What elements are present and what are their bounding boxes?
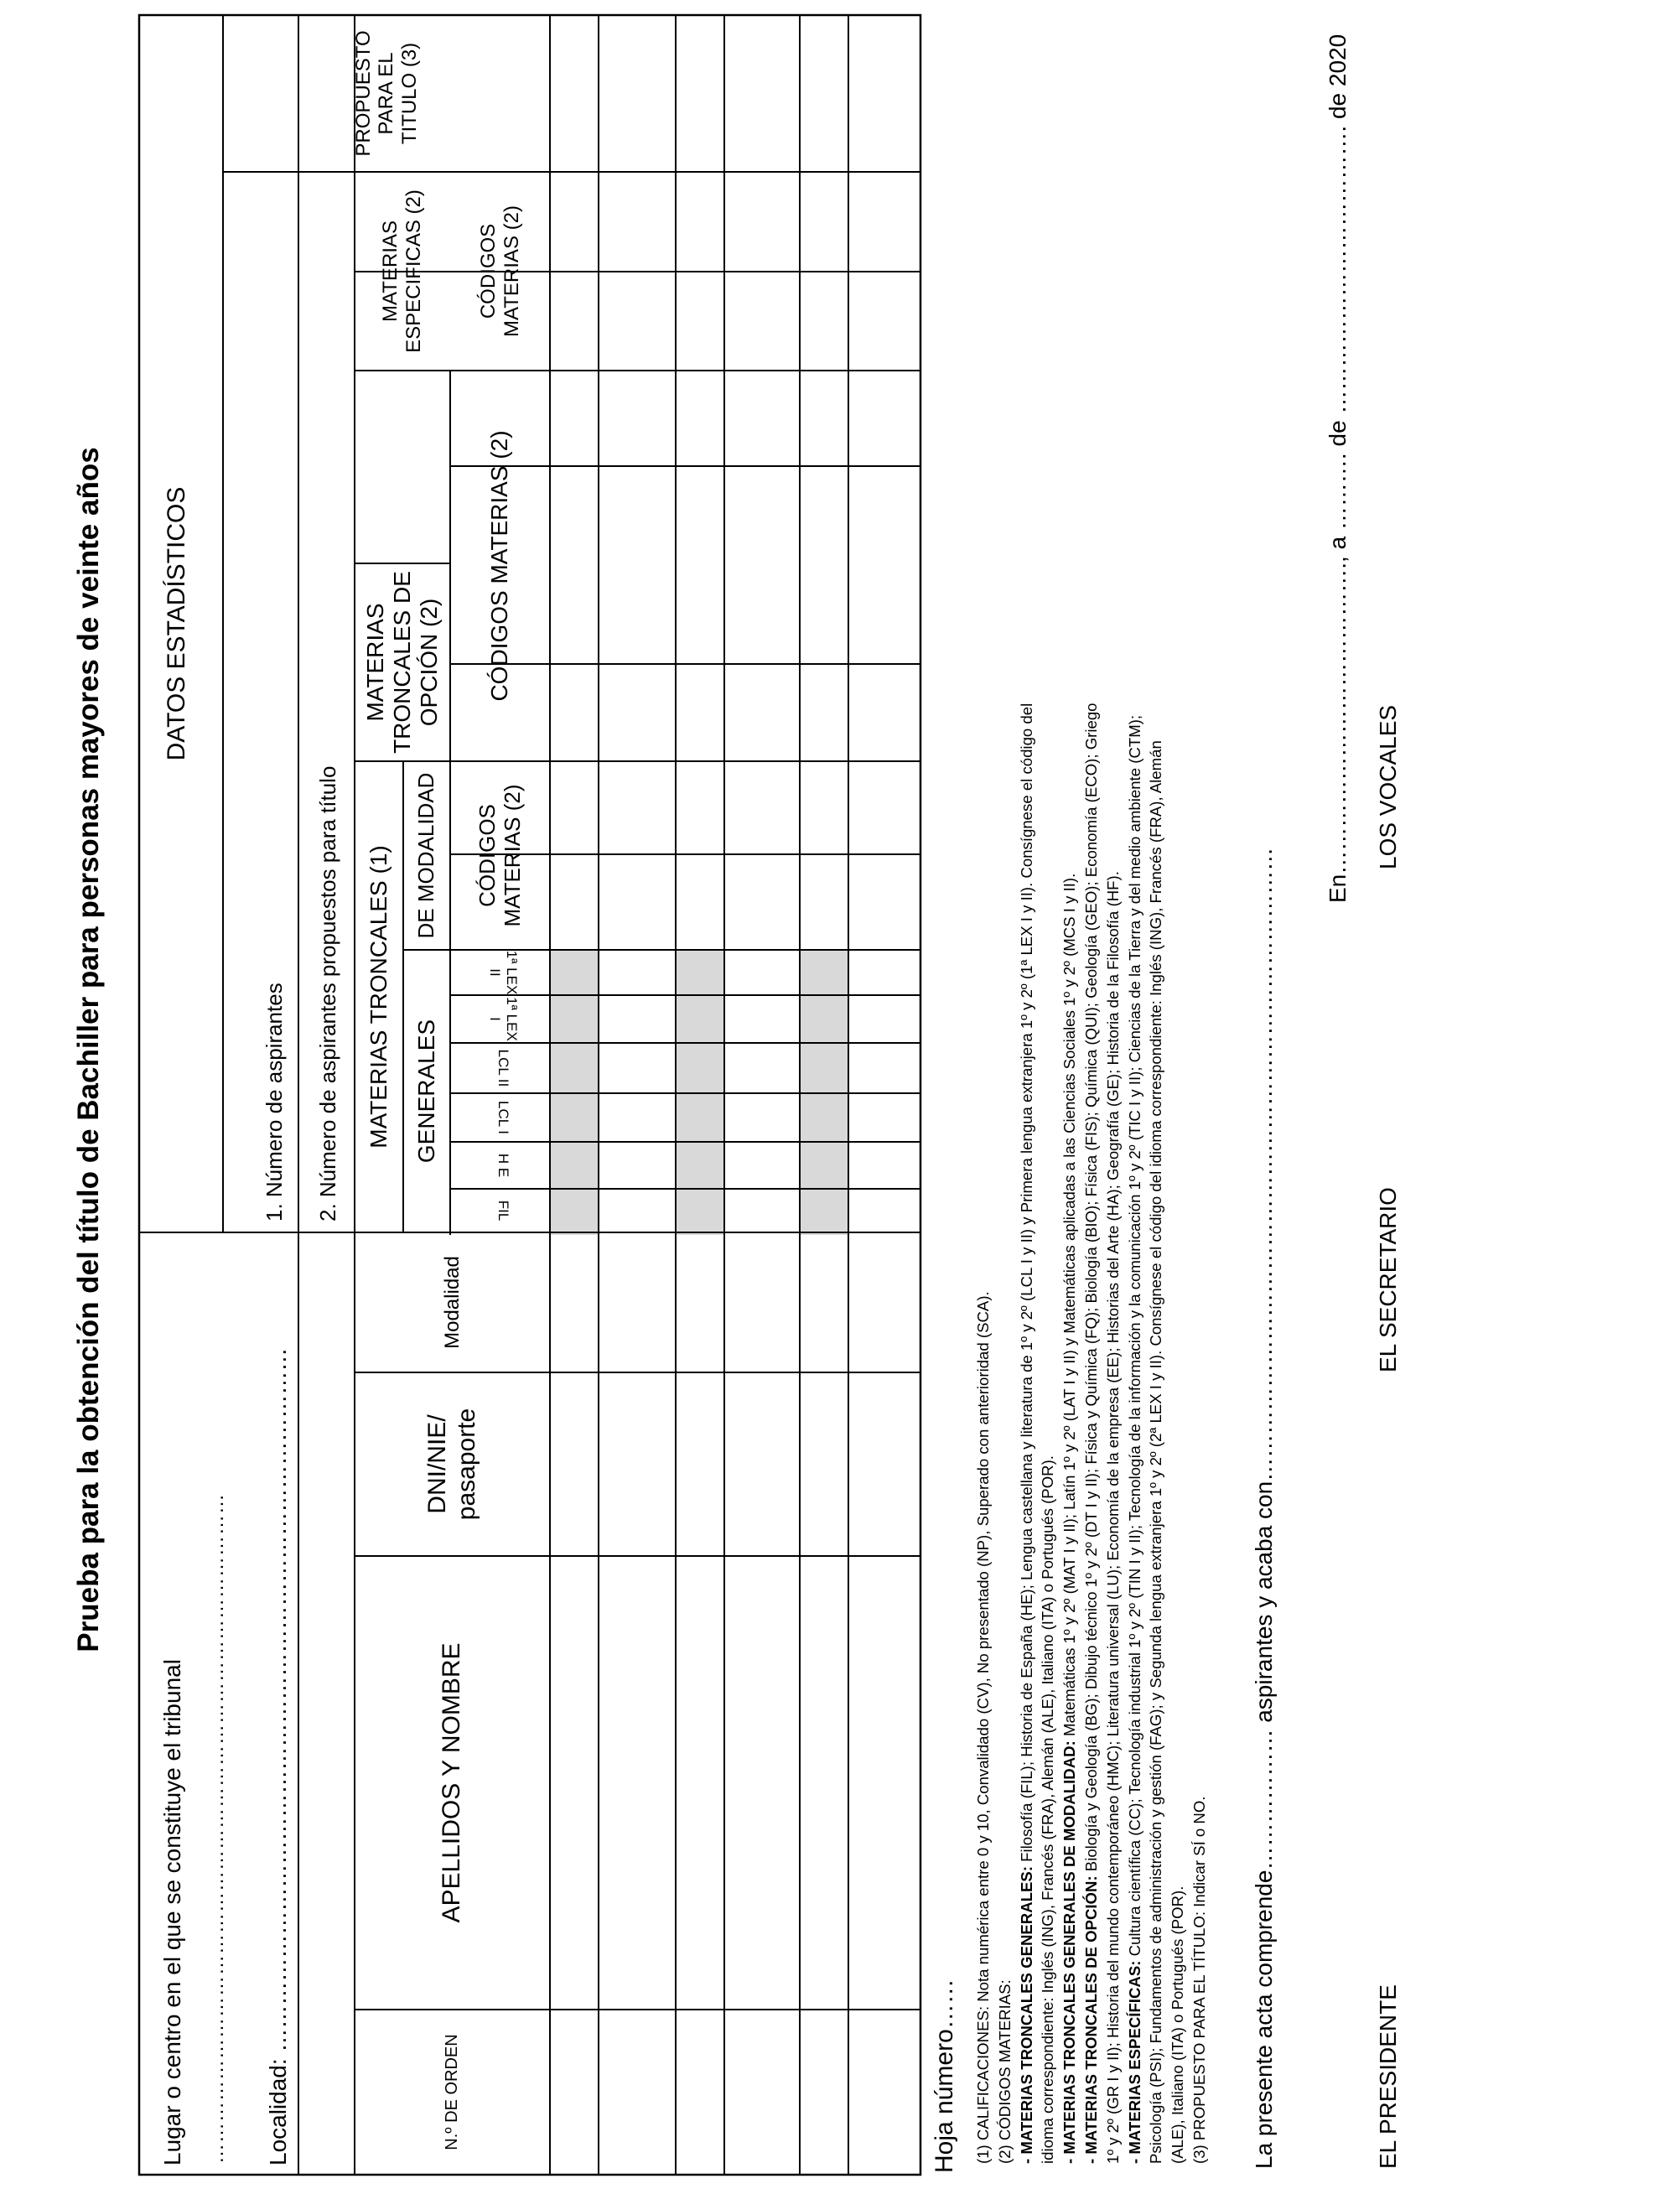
- sub-lcl-ii: LCL II: [495, 1049, 512, 1087]
- lugar-dots-field[interactable]: ……………………………………………………………………………………: [205, 1493, 228, 2164]
- col-especificas: MATERIAS ESPECIFICAS (2): [379, 189, 425, 353]
- note-especificas-2: Psicología (PSI); Fundamentos de administración y gestión (FAG); y Segunda lengua extranjera 1º y 2º (2ª LEX I y II). Consígnese el código del idioma correspondiente: Inglés (ING), Francés (FRA), Alemán: [1147, 740, 1165, 2164]
- datos-estadisticos-title: DATOS ESTADÍSTICOS: [162, 486, 190, 761]
- localidad-field[interactable]: Localidad: ………………………………………………………………………………: [265, 1347, 291, 2165]
- numero-propuestos-label: 2. Número de aspirantes propuestos para título: [315, 765, 340, 1221]
- note-modalidad-text: Matemáticas 1º y 2º (MAT I y II); Latín 1º y 2º (LAT I y II) y Matemáticas aplicadas a las Ciencias Sociales 1º y 2º (MCS I y II).: [1060, 873, 1079, 1741]
- signature-vocales: LOS VOCALES: [1375, 704, 1401, 869]
- note-especificas-3: (ALE), Italiano (ITA) o Portugués (POR).: [1169, 1885, 1187, 2164]
- note-generales: [1016, 703, 1038, 2164]
- note-propuesto: (3) PROPUESTO PARA EL TÍTULO: Indicar SÍ o NO.: [1190, 1796, 1208, 2164]
- signature-secretario: EL SECRETARIO: [1375, 1187, 1401, 1372]
- sub-lcl-i: LCL I: [495, 1100, 512, 1134]
- numero-aspirantes-label: 1. Número de aspirantes: [262, 983, 287, 1221]
- lugar-label: Lugar o centro en el que se constituye el tribunal: [159, 1659, 185, 2165]
- note-modalidad: [1059, 703, 1081, 2164]
- col-de-modalidad: DE MODALIDAD: [413, 772, 439, 939]
- col-codigos-especificas: CÓDIGOS MATERIAS (2): [476, 205, 523, 337]
- signature-presidente: EL PRESIDENTE: [1375, 1984, 1401, 2169]
- note-generales-2: idioma correspondiente: Inglés (ING), Francés (FRA), Alemán (ALE), Italiano (ITA) o Portugués (POR).: [1039, 1455, 1057, 2164]
- col-modalidad: Modalidad: [440, 1256, 464, 1349]
- note-calificaciones: (1) CALIFICACIONES: Nota numérica entre 0 y 10, Convalidado (CV), No presentado (NP), Superado con anterioridad (SCA).: [974, 1291, 992, 2164]
- note-opcion-label: - MATERIAS TRONCALES DE OPCIÓN:: [1081, 1875, 1100, 2164]
- col-orden: N.º DE ORDEN: [443, 2034, 461, 2150]
- place-date-line[interactable]: En…………………………………., a ………. de ………………………………. de 2020: [1325, 34, 1351, 903]
- col-codigos-modalidad: CÓDIGOS MATERIAS (2): [474, 784, 525, 927]
- col-troncales: MATERIAS TRONCALES (1): [365, 845, 391, 1149]
- form-title: Prueba para la obtención del título de Bachiller para personas mayores de veinte años: [72, 447, 105, 1652]
- col-apellidos: APELLIDOS Y NOMBRE: [438, 1642, 466, 1923]
- col-propuesto: PROPUESTO PARA EL TITULO (3): [351, 30, 421, 157]
- note-generales-label: - MATERIAS TRONCALES GENERALES:: [1017, 1865, 1035, 2164]
- col-troncales-opcion-2: [355, 371, 450, 563]
- note-opcion-2: 1º y 2º (GR I y II); Historia del mundo contemporáneo (HMC); Literatura universal (LU); Economía de la empresa (EE); Historias del Arte (HA); Geografía (GE); Historia de la Filosofía (HF).: [1103, 871, 1122, 2164]
- sub-fil: FIL: [495, 1200, 512, 1221]
- hoja-numero: Hoja número……: [931, 1979, 958, 2173]
- note-codigos: (2) CÓDIGOS MATERIAS:: [995, 1979, 1014, 2164]
- col-troncales-opcion: MATERIAS TRONCALES DE OPCIÓN (2): [361, 571, 443, 754]
- note-especificas-label: - MATERIAS ESPECÍFICAS:: [1125, 1960, 1143, 2164]
- sub-lex-i: 1ª LEX I: [487, 997, 521, 1041]
- note-modalidad-label: - MATERIAS TRONCALES GENERALES DE MODALIDAD:: [1060, 1740, 1079, 2164]
- note-generales-text: Filosofía (FIL); Historia de España (HE); Lengua castellana y literatura de 1º y 2º (LCL I y II) y Primera lengua extranjera 1º y 2º (1ª LEX I y II). Consígnese el código del: [1017, 703, 1035, 1866]
- sub-he: H E: [495, 1153, 512, 1178]
- col-generales: GENERALES: [412, 1019, 439, 1164]
- note-opcion-text: Biología y Geología (BG); Dibujo técnico 1º y 2º (DT I y II); Física y Química (FQ); Biología (BIO); Física (FIS); Química (QUI); Geología (GEO); Economía (ECO); Griego: [1081, 703, 1100, 1876]
- note-especificas: [1124, 703, 1146, 2164]
- col-dni: DNI/NIE/ pasaporte: [423, 1408, 480, 1521]
- note-opcion: [1081, 703, 1102, 2164]
- note-especificas-text: Cultura científica (CC); Tecnología industrial 1º y 2º (TIN I y II); Tecnología de la información y la comunicación 1º y 2º (TIC I y II); Ciencias de la Tierra y del medio ambiente (CTM);: [1125, 714, 1143, 1961]
- col-codigos-opcion: CÓDIGOS MATERIAS (2): [486, 430, 513, 702]
- footnotes: [972, 703, 1211, 2164]
- acta-line[interactable]: La presente acta comprende……………… aspirantes y acaba con………………………………………………………………………: [1251, 847, 1277, 2169]
- sub-lex-ii: 1ª LEX II: [487, 950, 521, 995]
